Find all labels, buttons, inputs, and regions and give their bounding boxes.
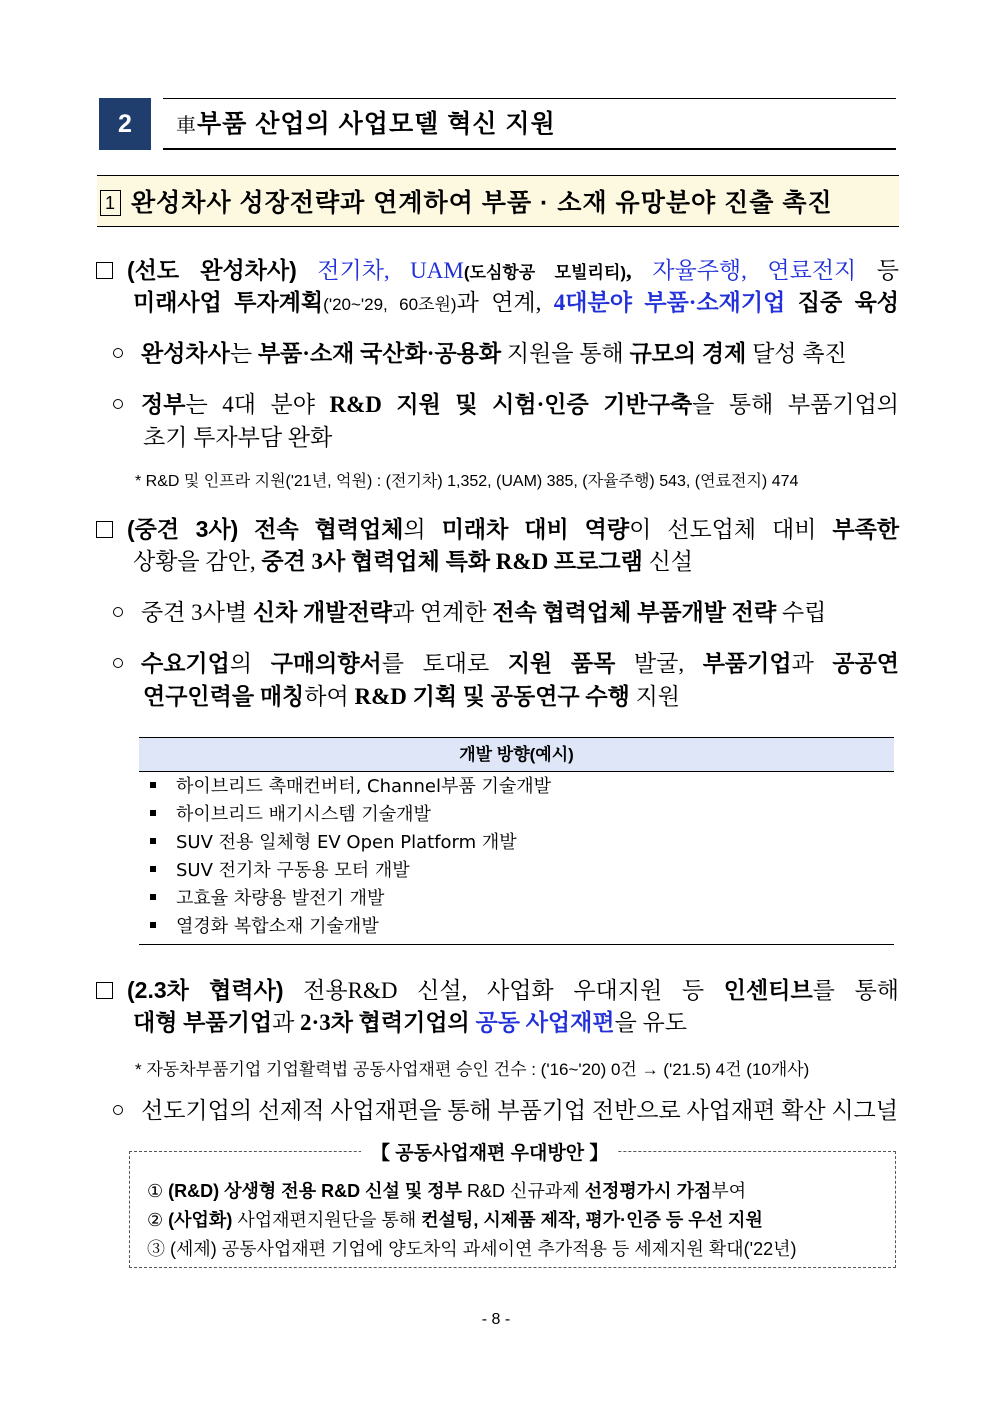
block2-text: 과 연계한 — [391, 600, 487, 625]
benefit-text: (사업화) — [168, 1210, 233, 1230]
block1-text: 전기차, UAM — [317, 258, 464, 283]
block2-text: 전속 협력업체 부품개발 전략 — [492, 600, 777, 625]
block2-text: 신설 — [648, 549, 693, 574]
block2-text: 구매의향서 — [270, 651, 382, 676]
table-cell: 열경화 복합소재 기술개발 — [176, 916, 379, 937]
block1-text: ('20~'29, 60조원) — [323, 295, 457, 314]
bullet-icon — [150, 922, 156, 928]
block2-text: 상황을 감안, — [133, 549, 256, 574]
block1-bullet2 — [113, 390, 899, 420]
section-rule-bottom — [163, 148, 896, 150]
block2-text: 부족한 — [832, 517, 900, 542]
benefit-text: (R&D) 상생형 전용 R&D 신설 및 정부 — [168, 1181, 463, 1201]
subsection-title-text: 완성차사 성장전략과 연계하여 부품 · 소재 유망분야 진출 촉진 — [131, 189, 833, 217]
block2-bullet1 — [113, 598, 899, 628]
block2-text: 중견 3사별 — [141, 600, 248, 625]
block1-text: 집중 육성 — [797, 290, 900, 315]
block2-text: 의 — [403, 517, 426, 542]
block2-text: 공공연 — [832, 651, 900, 676]
benefits-item-3 — [147, 1235, 796, 1261]
subsection-title — [100, 183, 833, 219]
block3-text: 인센티브 — [723, 978, 813, 1003]
square-bullet-icon — [96, 982, 113, 999]
block3-label: (2.3차 협력사) — [127, 977, 284, 1003]
table-cell: SUV 전용 일체형 EV Open Platform 개발 — [176, 832, 517, 853]
table-row — [150, 802, 431, 828]
bullet-icon — [150, 838, 156, 844]
block2-label: (중견 3사) — [127, 516, 239, 542]
block3-text: 선도기업의 선제적 사업재편을 통해 부품기업 전반으로 사업재편 확산 시그널 — [141, 1098, 898, 1123]
table-row — [150, 830, 517, 856]
block1-text: 미래사업 투자계획 — [133, 290, 324, 315]
table-row — [150, 914, 379, 940]
block1-text: 초기 투자부담 완화 — [143, 425, 333, 450]
block2-text: 지원 — [635, 684, 680, 709]
block1-bullet1 — [113, 339, 899, 369]
section-title-text: 부품 산업의 사업모델 혁신 지원 — [197, 110, 556, 138]
square-bullet-icon — [96, 262, 113, 279]
benefit-text: 컨설팅, 시제품 제작, 평가·인증 등 우선 지원 — [421, 1210, 763, 1230]
block2-text: 의 — [229, 651, 253, 676]
circle-bullet-icon — [113, 607, 123, 617]
benefits-item-1 — [147, 1177, 746, 1203]
section-title-prefix: 車 — [176, 115, 197, 137]
circle-bullet-icon — [113, 658, 123, 668]
page-number: - 8 - — [481, 1311, 511, 1328]
benefit-text: 사업재편지원단을 통해 — [237, 1210, 417, 1230]
square-bullet-icon — [96, 521, 113, 538]
block1-text: 완성차사 — [141, 341, 230, 366]
block1-note: * R&D 및 인프라 지원('21년, 억원) : (전기차) 1,352, (UAM) 385, (자율주행) 543, (연료전지) 474 — [135, 473, 799, 490]
benefits-item-2 — [147, 1206, 763, 1232]
block2-text: 과 — [791, 651, 814, 676]
table-cell: 하이브리드 배기시스템 기술개발 — [176, 804, 431, 825]
block1-text: 자율주행, 연료전지 — [652, 258, 857, 283]
block3-line1 — [96, 975, 899, 1006]
block2-text: 신차 개발전략 — [252, 600, 392, 625]
block2-text: 전속 협력업체 — [254, 517, 404, 542]
circle-bullet-icon — [113, 399, 123, 409]
block2-line1 — [96, 514, 899, 545]
block1-line2 — [133, 288, 899, 320]
benefit-number: ② — [147, 1210, 164, 1230]
block1-text: 정부 — [141, 392, 186, 417]
block1-text: 지원을 통해 — [506, 341, 624, 366]
block2-text: R&D 기획 및 공동연구 수행 — [354, 684, 630, 709]
block2-text: 지원 품목 — [507, 651, 616, 676]
table-cell: SUV 전기차 구동용 모터 개발 — [176, 860, 410, 881]
block2-bullet2-cont — [143, 682, 899, 712]
benefit-text: 선정평가시 가점 — [584, 1181, 712, 1201]
block1-text: 을 통해 부품기업의 — [692, 392, 900, 417]
block1-text: 달성 촉진 — [752, 341, 847, 366]
section-rule-top — [163, 98, 896, 99]
block3-text: 과 — [272, 1010, 295, 1035]
benefits-title: 【 공동사업재편 우대방안 】 — [361, 1138, 618, 1165]
circle-bullet-icon — [113, 1105, 123, 1115]
block1-text: R&D 지원 및 시험·인증 기반구축 — [329, 392, 693, 417]
table-header: 개발 방향(예시) — [139, 737, 894, 772]
block1-line1 — [96, 255, 899, 288]
table-cell: 고효율 차량용 발전기 개발 — [176, 888, 385, 909]
block3-bullet1 — [113, 1096, 899, 1126]
block2-text: 하여 — [304, 684, 349, 709]
block1-text: (도심항공 모빌리티) — [463, 263, 627, 282]
table-row — [150, 858, 410, 884]
section-number-badge: 2 — [99, 98, 151, 150]
block2-line2 — [133, 547, 899, 577]
benefit-number: ③ — [147, 1239, 165, 1259]
benefit-text: (세제) 공동사업재편 기업에 양도차익 과세이연 추가적용 등 세제지원 확대('22년) — [170, 1239, 797, 1259]
block2-text: 이 선도업체 대비 — [629, 517, 817, 542]
block1-text: 등 — [876, 258, 899, 283]
block3-text: 전용R&D 신설, 사업화 우대지원 등 — [303, 978, 705, 1003]
block2-text: 발굴, — [633, 651, 685, 676]
bullet-icon — [150, 782, 156, 788]
block3-note: * 자동차부품기업 기업활력법 공동사업재편 승인 건수 : ('16~'20) 0건 → ('21.5) 4건 (10개사) — [135, 1060, 810, 1079]
block3-text: 2·3차 협력기업의 — [300, 1010, 470, 1035]
block3-text: 공동 사업재편 — [475, 1010, 615, 1035]
block1-bullet2-cont — [143, 423, 899, 453]
bullet-icon — [150, 894, 156, 900]
benefit-text: R&D 신규과제 — [467, 1181, 580, 1201]
block2-text: 연구인력을 매칭 — [143, 684, 305, 709]
block2-text: 부품기업 — [702, 651, 792, 676]
block3-text: 대형 부품기업 — [133, 1010, 273, 1035]
block1-text: 는 — [229, 341, 253, 366]
block1-text: 과 연계, — [456, 290, 542, 315]
block3-text: 을 유도 — [614, 1010, 687, 1035]
block2-text: 미래차 대비 역량 — [441, 517, 630, 542]
block1-text: 규모의 경제 — [629, 341, 747, 366]
block2-text: 수립 — [781, 600, 827, 625]
block2-text: 수요기업 — [141, 651, 230, 676]
table-row — [150, 774, 551, 800]
block2-text: 중견 3사 협력업체 특화 R&D 프로그램 — [261, 549, 643, 574]
subsection-number: 1 — [100, 190, 121, 216]
block1-text: , — [626, 258, 632, 283]
table-row — [150, 886, 384, 912]
bullet-icon — [150, 866, 156, 872]
block3-text: 를 통해 — [812, 978, 900, 1003]
block1-text: 부품·소재 국산화·공용화 — [257, 341, 502, 366]
table-cell: 하이브리드 촉매컨버터, Channel부품 기술개발 — [176, 776, 551, 797]
block1-text: 는 4대 분야 — [185, 392, 315, 417]
block3-line2 — [133, 1008, 899, 1038]
table-bottom-rule — [139, 944, 894, 945]
benefit-text: 부여 — [711, 1181, 747, 1201]
block1-text: 4대분야 부품·소재기업 — [553, 290, 786, 315]
circle-bullet-icon — [113, 348, 123, 358]
block2-text: 를 토대로 — [381, 651, 490, 676]
block1-label: (선도 완성차사) — [127, 257, 297, 283]
benefit-number: ① — [147, 1181, 164, 1201]
bullet-icon — [150, 810, 156, 816]
section-title — [176, 104, 556, 140]
block2-bullet2 — [113, 649, 899, 679]
